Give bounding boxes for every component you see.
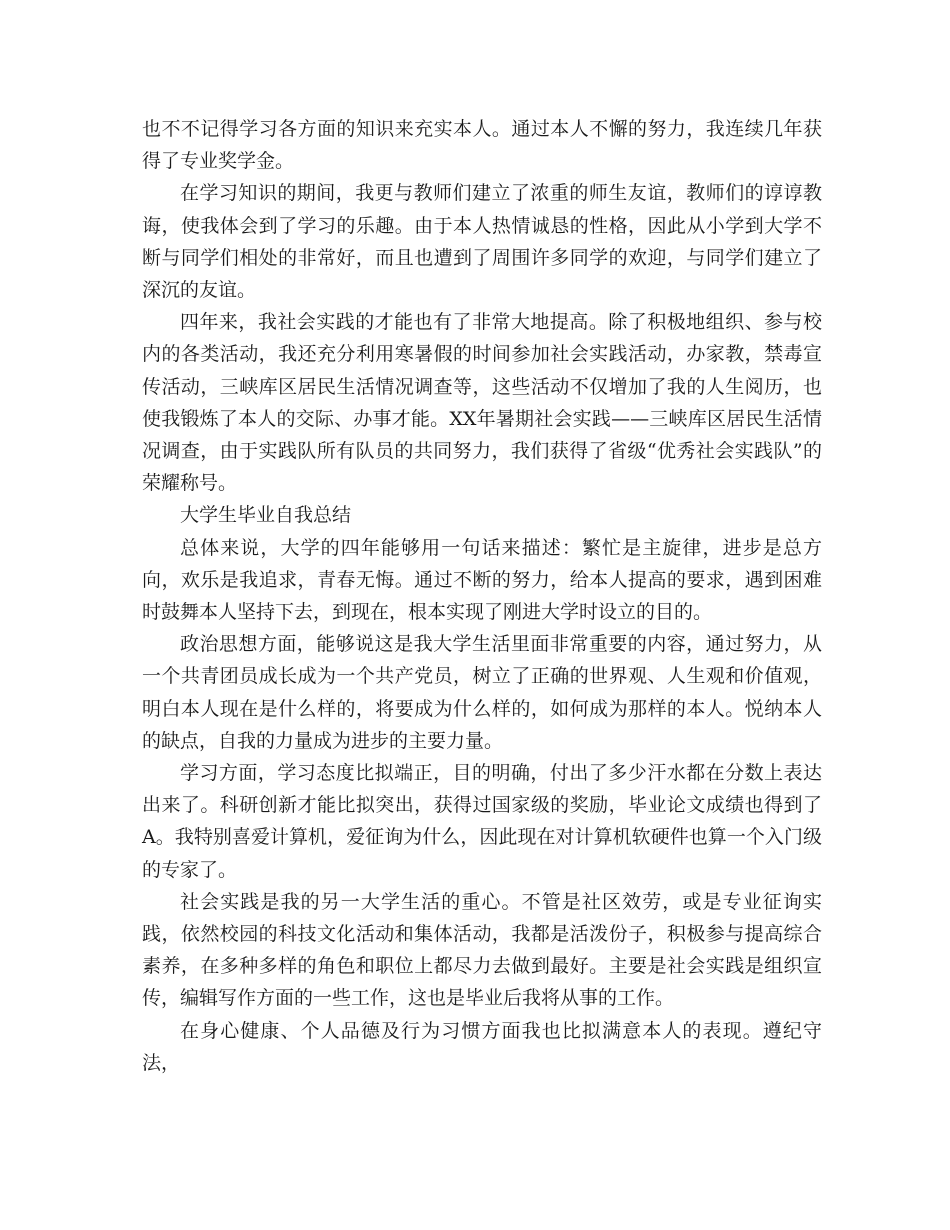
section-heading: 大学生毕业自我总结 [180, 504, 352, 527]
paragraph-social-practice-ability: 四年来，我社会实践的才能也有了非常大地提高。除了积极地组织、参与校内的各类活动，我还充分利用寒暑假的时间参加社会实践活动，办家教，禁毒宣传活动，三峡库区居民生活情况调查等，这些活动不仅增加了我的人生阅历，也使我锻炼了本人的交际、办事才能。XX年暑期社会实践——三峡库区居民生活情况调查，由于实践队所有队员的共同努力，我们获得了省级“优秀社会实践队”的荣耀称号。 [142, 311, 822, 495]
paragraph-social-practice: 社会实践是我的另一大学生活的重心。不管是社区效劳，或是专业征询实践，依然校园的科技文化活动和集体活动，我都是活泼份子，积极参与提高综合素养，在多种多样的角色和职位上都尽力去做到最好。主要是社会实践是组织宣传，编辑写作方面的一些工作，这也是毕业后我将从事的工作。 [142, 890, 822, 1010]
paragraph-overall-summary: 总体来说，大学的四年能够用一句话来描述：繁忙是主旋律，进步是总方向，欢乐是我追求，青春无悔。通过不断的努力，给本人提高的要求，遇到困难时鼓舞本人坚持下去，到现在，根本实现了刚进大学时设立的目的。 [142, 536, 822, 624]
document-body [142, 113, 822, 1079]
paragraph-teacher-friendship: 在学习知识的期间，我更与教师们建立了浓重的师生友谊，教师们的谆谆教诲，使我体会到了学习的乐趣。由于本人热情诚恳的性格，因此从小学到大学不断与同学们相处的非常好，而且也遭到了周围许多同学的欢迎，与同学们建立了深沉的友谊。 [142, 182, 822, 302]
paragraph-political-thought: 政治思想方面，能够说这是我大学生活里面非常重要的内容，通过努力，从一个共青团员成长成为一个共产党员，树立了正确的世界观、人生观和价值观，明白本人现在是什么样的，将要成为什么样的，如何成为那样的本人。悦纳本人的缺点，自我的力量成为进步的主要力量。 [142, 633, 822, 752]
paragraph-health-conduct: 在身心健康、个人品德及行为习惯方面我也比拟满意本人的表现。遵纪守法， [142, 1019, 822, 1074]
paragraph-study: 学习方面，学习态度比拟端正，目的明确，付出了多少汗水都在分数上表达出来了。科研创新才能比拟突出，获得过国家级的奖励，毕业论文成绩也得到了A。我特别喜爱计算机，爱征询为什么，因此现在对计算机软硬件也算一个入门级的专家了。 [142, 762, 822, 881]
paragraph-continued: 也不不记得学习各方面的知识来充实本人。通过本人不懈的努力，我连续几年获得了专业奖学金。 [142, 118, 822, 173]
